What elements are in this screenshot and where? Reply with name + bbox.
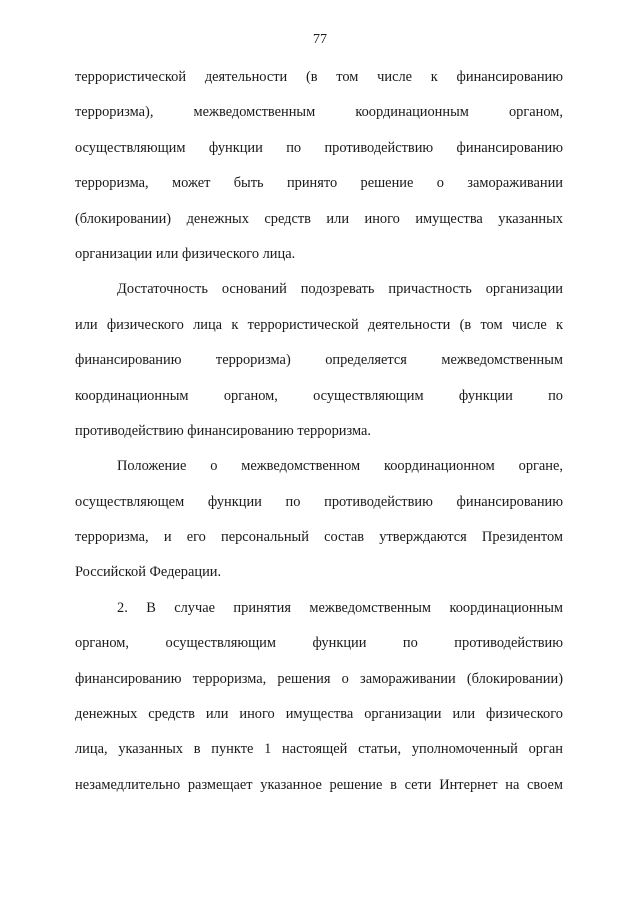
text-line: финансированию терроризма, решения о замораживании (блокировании) [75,670,563,687]
text-line: (блокировании) денежных средств или иного имущества указанных [75,210,563,227]
paragraph-4 [75,591,563,803]
text-line: 2. В случае принятия межведомственным координационным [117,599,563,616]
text-line: терроризма), межведомственным координационным органом, [75,104,563,121]
text-line: финансированию терроризма) определяется межведомственным [75,352,563,369]
text-line: Положение о межведомственном координационном органе, [117,458,563,475]
text-line: незамедлительно размещает указанное решение в сети Интернет на своем [75,776,563,793]
text-line: противодействию финансированию терроризма. [75,422,371,439]
document-body [75,60,563,803]
text-line: терроризма, и его персональный состав утверждаются Президентом [75,529,563,546]
text-line: осуществляющим функции по противодействию финансированию [75,139,563,156]
text-line: организации или физического лица. [75,245,296,262]
paragraph-1 [75,60,563,272]
text-line: терроризма, может быть принято решение о замораживании [75,175,563,192]
text-line: денежных средств или иного имущества организации или физического [75,706,563,723]
text-line: осуществляющем функции по противодействию финансированию [75,493,563,510]
text-line: или физического лица к террористической деятельности (в том числе к [75,316,563,333]
text-line: лица, указанных в пункте 1 настоящей статьи, уполномоченный орган [75,741,563,758]
text-line: террористической деятельности (в том числе к финансированию [75,69,563,85]
paragraph-2 [75,272,563,449]
text-line: органом, осуществляющим функции по противодействию [75,635,563,652]
text-line: Российской Федерации. [75,564,222,581]
paragraph-3 [75,449,563,591]
page-number: 77 [313,32,327,47]
text-line: координационным органом, осуществляющим функции по [75,387,563,404]
text-line: Достаточность оснований подозревать причастность организации [117,281,563,298]
